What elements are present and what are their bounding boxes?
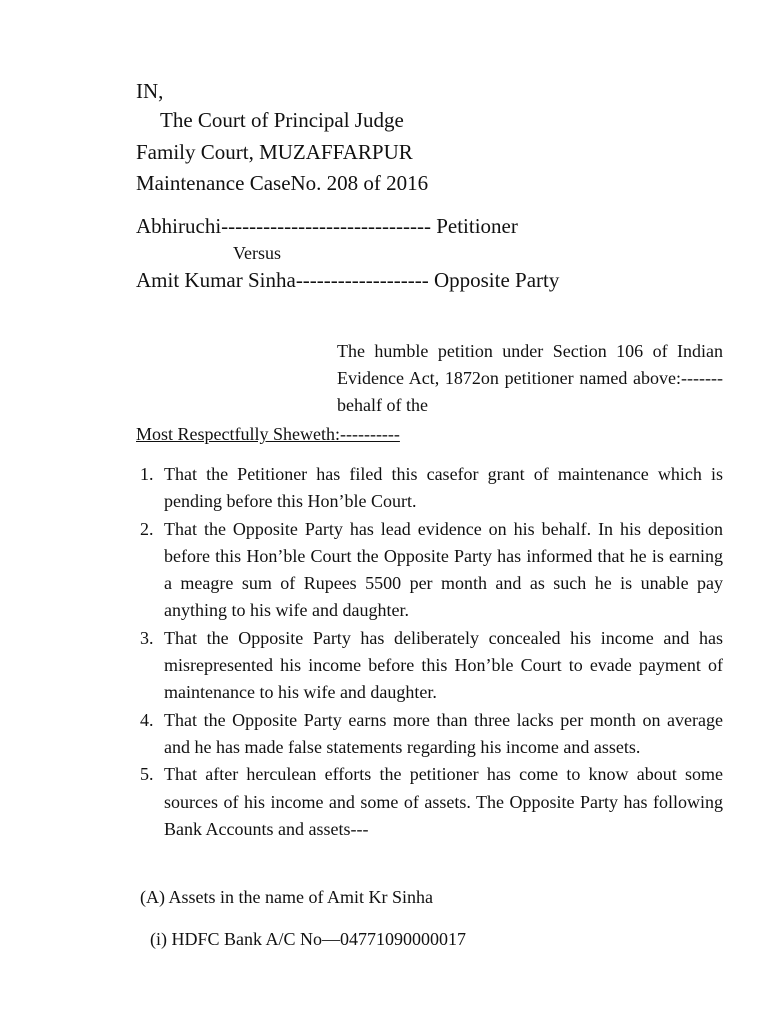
opposite-party-line: Amit Kumar Sinha------------------- Opposite Party <box>136 268 560 292</box>
list-item-number: 4. <box>140 709 154 730</box>
list-item <box>136 761 723 843</box>
list-item-number: 3. <box>140 627 154 648</box>
list-item <box>136 516 723 625</box>
list-item-number: 2. <box>140 518 154 539</box>
list-item <box>136 461 723 516</box>
court-name: The Court of Principal Judge <box>160 108 404 132</box>
respectfully-sheweth: Most Respectfully Sheweth:---------- <box>136 424 400 444</box>
list-item-text: That the Opposite Party earns more than three lacks per month on average and he has made false statements regarding his income and assets. <box>164 709 723 757</box>
list-item-text: That the Petitioner has filed this casefor grant of maintenance which is pending before this Hon’ble Court. <box>164 464 723 512</box>
list-item-text: That after herculean efforts the petitioner has come to know about some sources of his income and some of assets. The Opposite Party has following Bank Accounts and assets--- <box>164 764 723 839</box>
case-number: Maintenance CaseNo. 208 of 2016 <box>136 171 429 195</box>
petition-points-list <box>136 461 723 843</box>
list-item <box>136 625 723 707</box>
asset-item-hdfc: (i) HDFC Bank A/C No—04771090000017 <box>150 929 467 949</box>
family-court-location: Family Court, MUZAFFARPUR <box>136 140 413 164</box>
petition-intro: The humble petition under Section 106 of Indian Evidence Act, 1872on petitioner named above:-------behalf of the <box>337 341 723 415</box>
list-item-text: That the Opposite Party has lead evidence on his behalf. In his deposition before this Hon’ble Court the Opposite Party has informed that he is earning a meagre sum of Rupees 5500 per month and as such he is unable pay anything to his wife and daughter. <box>164 518 723 621</box>
list-item-number: 5. <box>140 764 154 785</box>
petitioner-line: Abhiruchi------------------------------ Petitioner <box>136 214 518 238</box>
court-heading-in: IN, <box>136 79 164 103</box>
assets-heading: (A) Assets in the name of Amit Kr Sinha <box>140 887 433 907</box>
list-item-number: 1. <box>140 464 154 484</box>
list-item <box>136 707 723 762</box>
list-item-text: That the Opposite Party has deliberately concealed his income and has misrepresented his income before this Hon’ble Court to evade payment of maintenance to his wife and daughter. <box>164 627 723 703</box>
versus-label: Versus <box>233 243 281 263</box>
